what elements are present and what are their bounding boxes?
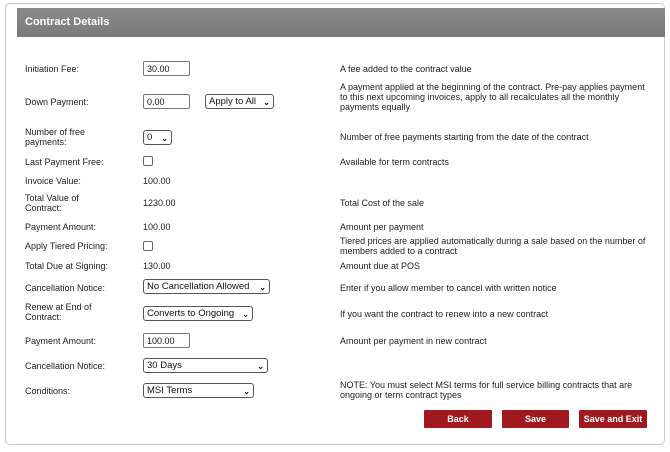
payment-amount-desc: Amount per payment <box>340 222 424 232</box>
total-value-label: Total Value of Contract: <box>25 193 79 213</box>
renew-label: Renew at End of Contract: <box>25 302 92 322</box>
free-payments-desc: Number of free payments starting from the date of the contract <box>340 132 589 142</box>
row-new-cancellation-notice <box>0 358 670 373</box>
apply-mode-value: Apply to All <box>209 96 256 107</box>
total-due-desc: Amount due at POS <box>340 261 421 271</box>
conditions-desc: NOTE: You must select MSI terms for full service billing contracts that are ongoing or term contract types <box>340 380 633 400</box>
cancellation-notice-value: No Cancellation Allowed <box>147 281 250 292</box>
chevron-down-icon: ⌄ <box>257 362 264 371</box>
apply-mode-select[interactable] <box>205 94 274 109</box>
down-payment-input[interactable] <box>143 94 190 109</box>
last-payment-free-label: Last Payment Free: <box>25 157 104 167</box>
initiation-fee-input[interactable] <box>143 61 190 76</box>
conditions-select[interactable] <box>143 383 254 398</box>
total-due-value: 130.00 <box>143 261 171 271</box>
tiered-pricing-label: Apply Tiered Pricing: <box>25 241 108 251</box>
total-value-desc: Total Cost of the sale <box>340 198 425 208</box>
tiered-pricing-desc: Tiered prices are applied automatically during a sale based on the number of members added to a contract <box>340 236 646 256</box>
total-value-value: 1230.00 <box>143 198 176 208</box>
new-payment-amount-desc: Amount per payment in new contract <box>340 336 487 346</box>
chevron-down-icon: ⌄ <box>161 134 168 143</box>
new-cancellation-notice-value: 30 Days <box>147 360 182 371</box>
renew-desc: If you want the contract to renew into a new contract <box>340 309 549 319</box>
new-cancellation-notice-select[interactable] <box>143 358 268 373</box>
free-payments-select[interactable] <box>143 130 172 145</box>
invoice-value-value: 100.00 <box>143 176 171 186</box>
chevron-down-icon: ⌄ <box>259 283 266 292</box>
chevron-down-icon: ⌄ <box>242 310 249 319</box>
conditions-value: MSI Terms <box>147 385 193 396</box>
renew-select[interactable] <box>143 306 253 321</box>
payment-amount-value: 100.00 <box>143 222 171 232</box>
payment-amount-label: Payment Amount: <box>25 222 97 232</box>
panel-header: Contract Details <box>17 8 665 37</box>
cancellation-notice-label: Cancellation Notice: <box>25 283 106 293</box>
chevron-down-icon: ⌄ <box>263 98 270 107</box>
total-due-label: Total Due at Signing: <box>25 261 109 271</box>
last-payment-free-checkbox[interactable] <box>143 156 153 166</box>
row-conditions <box>0 380 670 400</box>
down-payment-desc: A payment applied at the beginning of the contract. Pre-pay applies payment to this next upcoming invoices, apply to all recalculates all the monthly payments equally <box>340 82 645 112</box>
free-payments-label: Number of free payments: <box>25 127 86 147</box>
row-cancellation-notice <box>0 279 670 294</box>
new-payment-amount-input[interactable] <box>143 333 190 348</box>
cancellation-notice-desc: Enter if you allow member to cancel with written notice <box>340 283 557 293</box>
renew-value: Converts to Ongoing <box>147 308 235 319</box>
new-cancellation-notice-label: Cancellation Notice: <box>25 361 106 371</box>
free-payments-value: 0 <box>147 132 153 143</box>
row-free-payments <box>0 126 670 147</box>
tiered-pricing-checkbox[interactable] <box>143 241 153 251</box>
save-button[interactable]: Save <box>502 410 569 428</box>
save-and-exit-button[interactable]: Save and Exit <box>579 410 647 428</box>
initiation-fee-desc: A fee added to the contract value <box>340 64 472 74</box>
new-payment-amount-label: Payment Amount: <box>25 336 97 346</box>
back-button[interactable]: Back <box>424 410 492 428</box>
conditions-label: Conditions: <box>25 386 71 396</box>
chevron-down-icon: ⌄ <box>243 387 250 396</box>
cancellation-notice-select[interactable] <box>143 279 270 294</box>
last-payment-free-desc: Available for term contracts <box>340 157 449 167</box>
row-renew <box>0 302 670 322</box>
down-payment-label: Down Payment: <box>25 97 89 107</box>
invoice-value-label: Invoice Value: <box>25 176 81 186</box>
initiation-fee-label: Initiation Fee: <box>25 64 80 74</box>
